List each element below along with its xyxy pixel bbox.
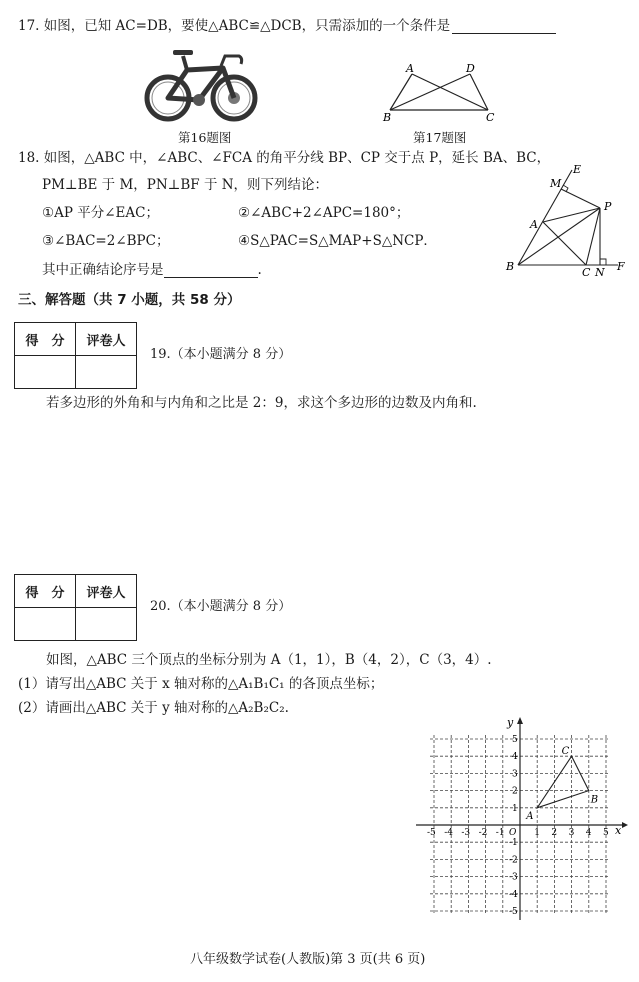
q20-part2: (2）请画出△ABC 关于 y 轴对称的△A₂B₂C₂. [18, 700, 289, 716]
bicycle-image [143, 42, 259, 124]
coordinate-grid[interactable] [412, 716, 628, 922]
fig17-label-D: D [466, 62, 475, 75]
fig18-label-F: F [617, 260, 625, 273]
q19-text: 若多边形的外角和与内角和之比是 2：9，求这个多边形的边数及内角和. [46, 395, 477, 411]
grader-header: 评卷人 [76, 323, 137, 356]
y-tick-label: -4 [509, 889, 518, 900]
grader-cell[interactable] [76, 608, 137, 641]
x-tick-label: 5 [603, 828, 609, 838]
y-axis-label: y [507, 716, 514, 729]
fig18-label-C: C [582, 266, 591, 279]
q18-choice-4: ④S△PAC=S△MAP+S△NCP． [238, 233, 437, 249]
q18-line2: PM⊥BE 于 M，PN⊥BF 于 N，则下列结论： [42, 177, 329, 193]
q18-ask: 其中正确结论序号是 . [42, 262, 262, 278]
x-axis-arrow-icon [622, 822, 628, 828]
x-tick-label: 2 [551, 828, 558, 838]
fig17-label-B: B [383, 111, 392, 124]
x-tick-label: 3 [568, 828, 575, 838]
fig18-label-E: E [573, 163, 582, 176]
point-B-label: B [590, 794, 599, 806]
y-tick-label: -2 [509, 855, 518, 866]
y-tick-label: -1 [509, 838, 518, 849]
x-tick-label: 4 [585, 828, 592, 838]
score-cell[interactable] [15, 608, 76, 641]
fig18-label-P: P [604, 200, 612, 213]
y-tick-label: -3 [509, 872, 518, 883]
page-footer: 八年级数学试卷(人教版)第 3 页(共 6 页) [190, 952, 426, 967]
score-table-19 [14, 322, 137, 389]
triangle-abc [537, 756, 589, 808]
q18-choice-2: ②∠ABC+2∠APC=180°； [238, 205, 410, 221]
x-tick-label: -5 [427, 828, 436, 838]
score-table-20 [14, 574, 137, 641]
score-header: 得 分 [15, 575, 76, 608]
point-C-label: C [561, 746, 570, 758]
fig18-label-N: N [595, 266, 605, 279]
point-A-label: A [526, 810, 534, 822]
fig18-diagram [500, 160, 630, 280]
q20-intro: 如图，△ABC 三个顶点的坐标分别为 A（1，1），B（4，2），C（3，4）. [46, 652, 492, 668]
q18-line1: 18. 如图，△ABC 中，∠ABC、∠FCA 的角平分线 BP、CP 交于点 P，延长 BA、BC， [18, 150, 551, 166]
y-tick-label: 2 [512, 786, 518, 797]
q17-answer-blank[interactable] [452, 17, 556, 34]
q18-choice-1: ①AP 平分∠EAC； [42, 205, 159, 221]
q18-choice-3: ③∠BAC=2∠BPC； [42, 233, 170, 249]
grader-cell[interactable] [76, 356, 137, 389]
q20-header: 20.（本小题满分 8 分） [150, 599, 292, 614]
x-axis-label: x [615, 824, 622, 837]
q18-answer-blank[interactable] [164, 261, 258, 278]
q19-answer-area[interactable] [18, 412, 618, 562]
score-header: 得 分 [15, 323, 76, 356]
y-tick-label: 3 [512, 769, 518, 780]
y-tick-label: -5 [509, 907, 518, 917]
origin-label: O [509, 828, 517, 838]
q20-part1: (1）请写出△ABC 关于 x 轴对称的△A₁B₁C₁ 的各顶点坐标； [18, 676, 384, 692]
x-tick-label: -1 [495, 828, 505, 838]
q17-text: 17. 如图，已知 AC=DB，要使△ABC≌△DCB，只需添加的一个条件是 [18, 14, 556, 34]
x-tick-label: -4 [444, 828, 453, 838]
score-cell[interactable] [15, 356, 76, 389]
fig18-label-M: M [550, 177, 562, 190]
grader-header: 评卷人 [76, 575, 137, 608]
x-tick-label: -3 [461, 828, 471, 838]
fig18-label-A: A [530, 218, 538, 231]
x-tick-label: 1 [534, 828, 540, 838]
section-title: 三、解答题（共 7 小题，共 58 分） [18, 292, 241, 308]
x-tick-label: -2 [478, 828, 488, 838]
y-tick-label: 4 [512, 752, 518, 763]
fig17-diagram [380, 60, 500, 124]
y-tick-label: 1 [512, 803, 518, 814]
fig17-caption: 第17题图 [413, 130, 467, 145]
q19-header: 19.（本小题满分 8 分） [150, 347, 292, 362]
fig16-caption: 第16题图 [178, 130, 232, 145]
fig17-label-C: C [486, 111, 495, 124]
y-tick-label: 5 [512, 735, 518, 745]
y-axis-arrow-icon [517, 717, 523, 724]
fig18-label-B: B [506, 260, 515, 273]
fig17-label-A: A [406, 62, 414, 75]
